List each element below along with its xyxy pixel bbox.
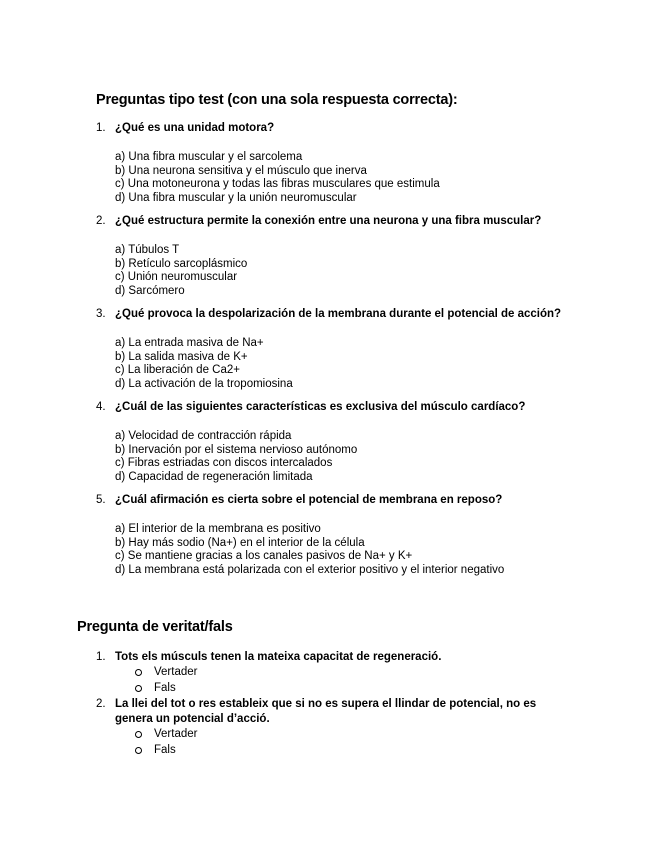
option-d: d) Una fibra muscular y la unión neuromuscular [115, 191, 357, 204]
question-5 [96, 494, 636, 577]
option-b: b) Retículo sarcoplásmico [115, 257, 248, 270]
question-text: Tots els músculs tenen la mateixa capacitat de regeneració. [115, 651, 442, 663]
option-d: d) Sarcómero [115, 284, 185, 297]
option-d: d) La membrana está polarizada con el exterior positivo y el interior negativo [115, 563, 505, 576]
option-a: a) El interior de la membrana es positivo [115, 523, 321, 535]
tf-option-true [135, 665, 566, 681]
option-d: d) La activación de la tropomiosina [115, 377, 293, 390]
option-d: d) Capacidad de regeneración limitada [115, 470, 313, 483]
bullet-circle-icon [135, 747, 142, 754]
tf-option-label: Vertader [154, 728, 198, 740]
option-a: a) Velocidad de contracción rápida [115, 430, 292, 442]
option-c: c) Fibras estriadas con discos intercalados [115, 457, 333, 469]
tf-option-label: Fals [154, 743, 176, 756]
question-number: 4. [96, 401, 106, 413]
question-text: ¿Cuál de las siguientes características es exclusiva del músculo cardíaco? [115, 401, 526, 413]
option-c: c) Una motoneurona y todas las fibras musculares que estimula [115, 178, 440, 190]
question-4 [96, 401, 636, 484]
option-a: a) Túbulos T [115, 244, 180, 256]
question-1 [96, 122, 636, 205]
option-a: a) Una fibra muscular y el sarcolema [115, 151, 303, 163]
question-text: La llei del tot o res estableix que si no es supera el llindar de potencial, no es genera un potencial d’acció. [115, 698, 537, 725]
multiple-choice-title: Preguntas tipo test (con una sola respuesta correcta): [96, 92, 458, 108]
option-c: c) Unión neuromuscular [115, 271, 238, 283]
tf-option-label: Fals [154, 681, 176, 694]
option-b: b) Inervación por el sistema nervioso autónomo [115, 443, 358, 456]
question-text: ¿Cuál afirmación es cierta sobre el potencial de membrana en reposo? [115, 494, 503, 506]
question-number: 3. [96, 308, 106, 320]
question-text: ¿Qué estructura permite la conexión entre una neurona y una fibra muscular? [115, 215, 542, 227]
tf-question-2 [96, 697, 566, 758]
bullet-circle-icon [135, 685, 142, 692]
question-number: 1. [96, 651, 106, 663]
option-c: c) La liberación de Ca2+ [115, 364, 240, 376]
question-text: ¿Qué provoca la despolarización de la membrana durante el potencial de acción? [115, 308, 562, 320]
bullet-circle-icon [135, 669, 142, 676]
question-2 [96, 215, 636, 298]
question-number: 2. [96, 215, 106, 227]
tf-option-label: Vertader [154, 666, 198, 678]
question-number: 2. [96, 698, 106, 710]
question-3 [96, 308, 636, 391]
option-a: a) La entrada masiva de Na+ [115, 337, 264, 349]
tf-option-false [135, 743, 566, 759]
option-b: b) Una neurona sensitiva y el músculo que inerva [115, 164, 367, 177]
option-b: b) La salida masiva de K+ [115, 350, 248, 363]
tf-option-false [135, 681, 566, 697]
bullet-circle-icon [135, 731, 142, 738]
option-b: b) Hay más sodio (Na+) en el interior de la célula [115, 536, 365, 549]
tf-option-true [135, 727, 566, 743]
question-text: ¿Qué es una unidad motora? [115, 122, 275, 134]
tf-question-1 [96, 650, 566, 696]
option-c: c) Se mantiene gracias a los canales pasivos de Na+ y K+ [115, 550, 413, 562]
true-false-title: Pregunta de veritat/fals [77, 619, 233, 635]
question-number: 5. [96, 494, 106, 506]
question-number: 1. [96, 122, 106, 134]
